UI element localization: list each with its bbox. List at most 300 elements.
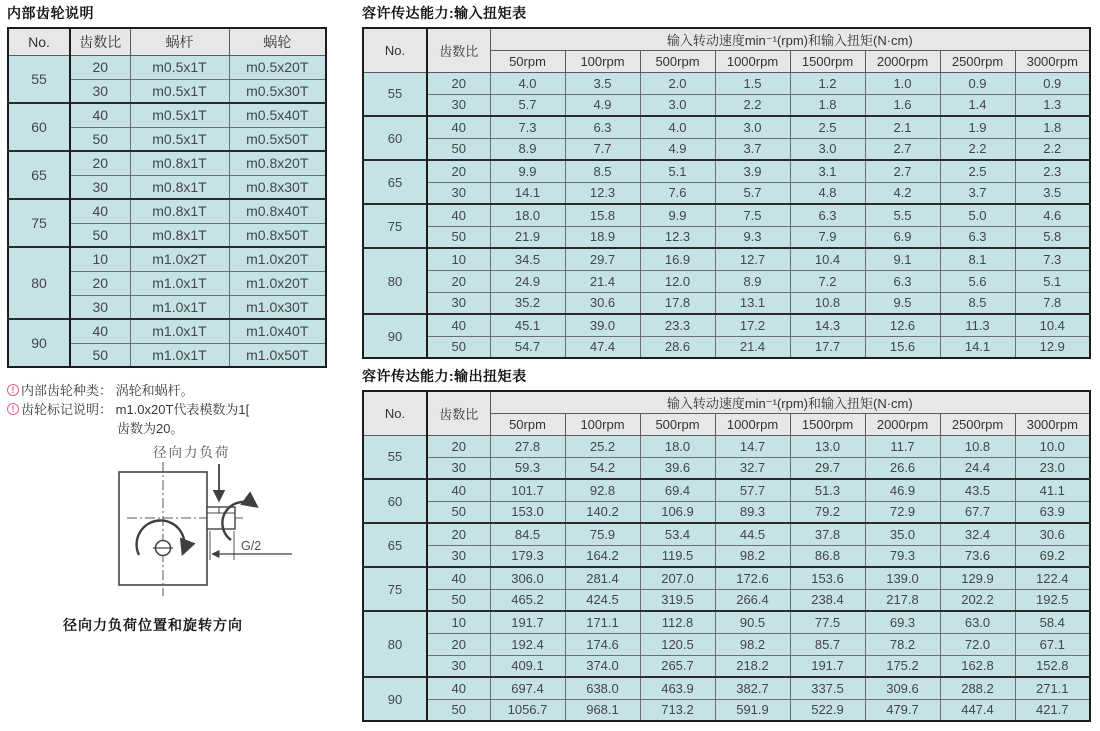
value-cell: m0.5x20T [229, 55, 326, 79]
table-row [363, 655, 1090, 677]
torque-tables-panel [362, 3, 1094, 722]
value-cell: 18.9 [565, 226, 640, 248]
value-cell: 8.9 [715, 270, 790, 292]
note-marking-text: 齿轮标记说明： m1.0x20T代表模数为1[ [21, 402, 250, 417]
torque-header-row-1 [363, 28, 1090, 50]
value-cell: 1.4 [940, 94, 1015, 116]
table-row [8, 319, 326, 343]
no-cell: 65 [363, 160, 427, 204]
no-cell: 80 [8, 247, 70, 319]
value-cell: 968.1 [565, 699, 640, 721]
value-cell: 35.0 [865, 523, 940, 545]
value-cell: 1056.7 [490, 699, 565, 721]
value-cell: 174.6 [565, 633, 640, 655]
value-cell: 37.8 [790, 523, 865, 545]
value-cell: 12.3 [565, 182, 640, 204]
table-row [363, 567, 1090, 589]
value-cell: 6.3 [940, 226, 1015, 248]
table-row [363, 457, 1090, 479]
rpm-column-header: 500rpm [640, 50, 715, 72]
value-cell: 3.7 [715, 138, 790, 160]
value-cell: 54.2 [565, 457, 640, 479]
value-cell: 14.1 [490, 182, 565, 204]
ratio-cell: 50 [70, 127, 130, 151]
value-cell: 697.4 [490, 677, 565, 699]
value-cell: 9.9 [640, 204, 715, 226]
value-cell: 39.0 [565, 314, 640, 336]
value-cell: 465.2 [490, 589, 565, 611]
rpm-column-header: 2500rpm [940, 50, 1015, 72]
value-cell: 3.0 [640, 94, 715, 116]
value-cell: 14.7 [715, 435, 790, 457]
value-cell: 288.2 [940, 677, 1015, 699]
table-row [363, 699, 1090, 721]
value-cell: 7.6 [640, 182, 715, 204]
value-cell: 11.7 [865, 435, 940, 457]
input-torque-table-body [363, 72, 1090, 358]
rpm-column-header: 3000rpm [1015, 413, 1090, 435]
value-cell: 1.3 [1015, 94, 1090, 116]
rpm-column-header: 2500rpm [940, 413, 1015, 435]
value-cell: m1.0x1T [130, 319, 229, 343]
value-cell: 112.8 [640, 611, 715, 633]
value-cell: m1.0x1T [130, 295, 229, 319]
table-row [363, 160, 1090, 182]
value-cell: 171.1 [565, 611, 640, 633]
no-cell: 60 [363, 116, 427, 160]
value-cell: 218.2 [715, 655, 790, 677]
table-row [363, 204, 1090, 226]
ratio-cell: 40 [427, 314, 490, 336]
ratio-cell: 20 [70, 55, 130, 79]
no-cell: 55 [363, 435, 427, 479]
value-cell: 4.2 [865, 182, 940, 204]
value-cell: 21.4 [565, 270, 640, 292]
value-cell: 75.9 [565, 523, 640, 545]
value-cell: 92.8 [565, 479, 640, 501]
ratio-cell: 30 [427, 655, 490, 677]
value-cell: 2.2 [1015, 138, 1090, 160]
value-cell: m1.0x1T [130, 343, 229, 367]
ratio-cell: 40 [427, 479, 490, 501]
value-cell: 5.0 [940, 204, 1015, 226]
value-cell: 172.6 [715, 567, 790, 589]
value-cell: 11.3 [940, 314, 1015, 336]
radial-load-diagram [47, 444, 337, 635]
ratio-cell: 30 [427, 545, 490, 567]
value-cell: 162.8 [940, 655, 1015, 677]
value-cell: 53.4 [640, 523, 715, 545]
table-row [8, 199, 326, 223]
value-cell: 3.1 [790, 160, 865, 182]
value-cell: m0.5x40T [229, 103, 326, 127]
value-cell: m0.8x50T [229, 223, 326, 247]
value-cell: 191.7 [790, 655, 865, 677]
value-cell: 106.9 [640, 501, 715, 523]
value-cell: 18.0 [640, 435, 715, 457]
value-cell: 1.2 [790, 72, 865, 94]
no-cell: 55 [8, 55, 70, 103]
torque-span-header: 输入转动速度min⁻¹(rpm)和输入扭矩(N·cm) [490, 28, 1090, 50]
value-cell: 69.4 [640, 479, 715, 501]
ratio-cell: 30 [70, 79, 130, 103]
value-cell: 73.6 [940, 545, 1015, 567]
value-cell: 1.6 [865, 94, 940, 116]
value-cell: 522.9 [790, 699, 865, 721]
value-cell: 0.9 [940, 72, 1015, 94]
value-cell: 421.7 [1015, 699, 1090, 721]
value-cell: 89.3 [715, 501, 790, 523]
output-shaft [207, 507, 235, 529]
table-row [363, 677, 1090, 699]
value-cell: 78.2 [865, 633, 940, 655]
value-cell: 6.3 [565, 116, 640, 138]
value-cell: 51.3 [790, 479, 865, 501]
value-cell: m0.5x50T [229, 127, 326, 151]
value-cell: 191.7 [490, 611, 565, 633]
value-cell: 30.6 [565, 292, 640, 314]
value-cell: 192.4 [490, 633, 565, 655]
value-cell: 337.5 [790, 677, 865, 699]
value-cell: 309.6 [865, 677, 940, 699]
value-cell: 57.7 [715, 479, 790, 501]
value-cell: 21.4 [715, 336, 790, 358]
value-cell: 6.9 [865, 226, 940, 248]
ratio-cell: 40 [427, 204, 490, 226]
value-cell: 98.2 [715, 633, 790, 655]
table-row [363, 138, 1090, 160]
dim-label-text: G/2 [241, 539, 262, 553]
value-cell: m0.5x1T [130, 103, 229, 127]
rpm-column-header: 500rpm [640, 413, 715, 435]
value-cell: 10.8 [790, 292, 865, 314]
rpm-column-header: 2000rpm [865, 413, 940, 435]
value-cell: 271.1 [1015, 677, 1090, 699]
value-cell: 58.4 [1015, 611, 1090, 633]
value-cell: 3.0 [715, 116, 790, 138]
value-cell: 152.8 [1015, 655, 1090, 677]
ratio-cell: 30 [427, 292, 490, 314]
value-cell: 281.4 [565, 567, 640, 589]
value-cell: 63.0 [940, 611, 1015, 633]
ratio-cell: 40 [427, 677, 490, 699]
value-cell: 10.0 [1015, 435, 1090, 457]
value-cell: 713.2 [640, 699, 715, 721]
value-cell: 39.6 [640, 457, 715, 479]
table-row [8, 103, 326, 127]
value-cell: 7.5 [715, 204, 790, 226]
value-cell: 5.8 [1015, 226, 1090, 248]
value-cell: 164.2 [565, 545, 640, 567]
gear-col-wheel: 蜗轮 [229, 28, 326, 55]
torque-span-header: 输入转动速度min⁻¹(rpm)和输入扭矩(N·cm) [490, 391, 1090, 413]
value-cell: 122.4 [1015, 567, 1090, 589]
gear-table-title: 内部齿轮说明 [7, 5, 94, 21]
ratio-cell: 10 [70, 247, 130, 271]
rpm-column-header: 1500rpm [790, 50, 865, 72]
value-cell: 129.9 [940, 567, 1015, 589]
no-cell: 75 [8, 199, 70, 247]
value-cell: 424.5 [565, 589, 640, 611]
value-cell: 12.7 [715, 248, 790, 270]
table-row [363, 72, 1090, 94]
value-cell: 3.0 [790, 138, 865, 160]
rpm-column-header: 1000rpm [715, 413, 790, 435]
value-cell: 479.7 [865, 699, 940, 721]
value-cell: 2.5 [940, 160, 1015, 182]
value-cell: 23.3 [640, 314, 715, 336]
value-cell: 2.2 [940, 138, 1015, 160]
table-row [363, 182, 1090, 204]
value-cell: 26.6 [865, 457, 940, 479]
notes [7, 381, 337, 438]
value-cell: 9.1 [865, 248, 940, 270]
value-cell: m0.5x1T [130, 79, 229, 103]
value-cell: 85.7 [790, 633, 865, 655]
no-cell: 65 [8, 151, 70, 199]
input-torque-table [362, 27, 1091, 359]
value-cell: 2.7 [865, 138, 940, 160]
ratio-cell: 30 [427, 94, 490, 116]
value-cell: 67.1 [1015, 633, 1090, 655]
value-cell: 79.2 [790, 501, 865, 523]
gear-table-header-row [8, 28, 326, 55]
value-cell: 32.7 [715, 457, 790, 479]
torque-col-no: No. [363, 28, 427, 72]
ratio-cell: 20 [427, 633, 490, 655]
value-cell: 1.0 [865, 72, 940, 94]
value-cell: 2.3 [1015, 160, 1090, 182]
value-cell: 25.2 [565, 435, 640, 457]
table-row [363, 270, 1090, 292]
value-cell: 4.8 [790, 182, 865, 204]
value-cell: 45.1 [490, 314, 565, 336]
value-cell: 140.2 [565, 501, 640, 523]
table-row [8, 247, 326, 271]
value-cell: 17.2 [715, 314, 790, 336]
table-row [363, 248, 1090, 270]
value-cell: 1.5 [715, 72, 790, 94]
ratio-cell: 50 [70, 223, 130, 247]
value-cell: 54.7 [490, 336, 565, 358]
table-row [8, 55, 326, 79]
value-cell: 12.3 [640, 226, 715, 248]
value-cell: 21.9 [490, 226, 565, 248]
ratio-cell: 50 [427, 226, 490, 248]
ratio-cell: 50 [427, 336, 490, 358]
rpm-column-header: 1500rpm [790, 413, 865, 435]
ratio-cell: 50 [427, 589, 490, 611]
value-cell: m0.5x1T [130, 55, 229, 79]
table-row [363, 479, 1090, 501]
gear-col-no: No. [8, 28, 70, 55]
value-cell: 67.7 [940, 501, 1015, 523]
note-marking-explanation [7, 400, 337, 419]
diagram-caption: 径向力负荷位置和旋转方向 [63, 617, 243, 633]
value-cell: 43.5 [940, 479, 1015, 501]
value-cell: 24.4 [940, 457, 1015, 479]
table-row [363, 523, 1090, 545]
value-cell: 5.1 [1015, 270, 1090, 292]
table-row [363, 336, 1090, 358]
value-cell: 41.1 [1015, 479, 1090, 501]
gear-description-panel [7, 3, 337, 635]
no-cell: 75 [363, 567, 427, 611]
value-cell: 29.7 [565, 248, 640, 270]
rpm-column-header: 100rpm [565, 50, 640, 72]
output-torque-table [362, 390, 1091, 722]
ratio-cell: 40 [70, 319, 130, 343]
value-cell: 9.9 [490, 160, 565, 182]
value-cell: m1.0x20T [229, 247, 326, 271]
value-cell: 8.1 [940, 248, 1015, 270]
no-cell: 55 [363, 72, 427, 116]
value-cell: 98.2 [715, 545, 790, 567]
value-cell: 86.8 [790, 545, 865, 567]
ratio-cell: 30 [427, 182, 490, 204]
table-row [363, 589, 1090, 611]
note-gear-types [7, 381, 337, 400]
value-cell: 2.5 [790, 116, 865, 138]
no-cell: 90 [8, 319, 70, 367]
value-cell: 90.5 [715, 611, 790, 633]
ratio-cell: 20 [427, 435, 490, 457]
torque-col-ratio: 齿数比 [427, 391, 490, 435]
value-cell: m0.8x20T [229, 151, 326, 175]
value-cell: 638.0 [565, 677, 640, 699]
value-cell: 24.9 [490, 270, 565, 292]
value-cell: 4.0 [490, 72, 565, 94]
value-cell: 16.9 [640, 248, 715, 270]
ratio-cell: 40 [427, 567, 490, 589]
value-cell: 265.7 [640, 655, 715, 677]
ratio-cell: 50 [427, 138, 490, 160]
value-cell: 46.9 [865, 479, 940, 501]
table-row [8, 151, 326, 175]
value-cell: m0.8x1T [130, 151, 229, 175]
no-cell: 75 [363, 204, 427, 248]
value-cell: 47.4 [565, 336, 640, 358]
value-cell: 69.2 [1015, 545, 1090, 567]
value-cell: 4.0 [640, 116, 715, 138]
value-cell: 13.1 [715, 292, 790, 314]
value-cell: 7.8 [1015, 292, 1090, 314]
internal-gear-table [7, 27, 327, 368]
value-cell: 3.9 [715, 160, 790, 182]
ratio-cell: 20 [427, 160, 490, 182]
table-row [363, 633, 1090, 655]
value-cell: 1.8 [1015, 116, 1090, 138]
table-row [363, 292, 1090, 314]
value-cell: 12.9 [1015, 336, 1090, 358]
value-cell: 266.4 [715, 589, 790, 611]
output-torque-table-body [363, 435, 1090, 721]
no-cell: 60 [8, 103, 70, 151]
value-cell: 23.0 [1015, 457, 1090, 479]
value-cell: 13.0 [790, 435, 865, 457]
value-cell: 84.5 [490, 523, 565, 545]
value-cell: 382.7 [715, 677, 790, 699]
value-cell: 374.0 [565, 655, 640, 677]
value-cell: m0.8x40T [229, 199, 326, 223]
value-cell: 63.9 [1015, 501, 1090, 523]
value-cell: 7.2 [790, 270, 865, 292]
value-cell: 5.6 [940, 270, 1015, 292]
no-cell: 80 [363, 248, 427, 314]
value-cell: 30.6 [1015, 523, 1090, 545]
ratio-cell: 10 [427, 248, 490, 270]
value-cell: m1.0x30T [229, 295, 326, 319]
gear-col-ratio: 齿数比 [70, 28, 130, 55]
value-cell: 5.7 [715, 182, 790, 204]
value-cell: 17.8 [640, 292, 715, 314]
ratio-cell: 40 [427, 116, 490, 138]
table-row [363, 94, 1090, 116]
ratio-cell: 20 [427, 72, 490, 94]
value-cell: 101.7 [490, 479, 565, 501]
value-cell: 192.5 [1015, 589, 1090, 611]
value-cell: 10.4 [1015, 314, 1090, 336]
rpm-column-header: 2000rpm [865, 50, 940, 72]
value-cell: 8.9 [490, 138, 565, 160]
value-cell: 153.0 [490, 501, 565, 523]
value-cell: 10.4 [790, 248, 865, 270]
value-cell: 10.8 [940, 435, 1015, 457]
value-cell: 3.5 [1015, 182, 1090, 204]
value-cell: 591.9 [715, 699, 790, 721]
value-cell: 79.3 [865, 545, 940, 567]
ratio-cell: 50 [427, 501, 490, 523]
value-cell: 9.5 [865, 292, 940, 314]
ratio-cell: 30 [427, 457, 490, 479]
value-cell: 12.6 [865, 314, 940, 336]
value-cell: 1.9 [940, 116, 1015, 138]
value-cell: 2.1 [865, 116, 940, 138]
ratio-cell: 20 [70, 271, 130, 295]
rpm-column-header: 3000rpm [1015, 50, 1090, 72]
no-cell: 65 [363, 523, 427, 567]
rpm-column-header: 100rpm [565, 413, 640, 435]
ratio-cell: 50 [70, 343, 130, 367]
ratio-cell: 40 [70, 103, 130, 127]
value-cell: 4.9 [565, 94, 640, 116]
value-cell: 15.6 [865, 336, 940, 358]
value-cell: 7.3 [490, 116, 565, 138]
value-cell: 447.4 [940, 699, 1015, 721]
value-cell: m1.0x50T [229, 343, 326, 367]
value-cell: 217.8 [865, 589, 940, 611]
value-cell: 306.0 [490, 567, 565, 589]
rpm-column-header: 1000rpm [715, 50, 790, 72]
note-exclamation-icon: ! [7, 384, 19, 396]
load-label-text: 径向力负荷 [153, 445, 231, 460]
gear-col-worm: 蜗杆 [130, 28, 229, 55]
value-cell: 7.7 [565, 138, 640, 160]
value-cell: m1.0x20T [229, 271, 326, 295]
value-cell: 238.4 [790, 589, 865, 611]
value-cell: 32.4 [940, 523, 1015, 545]
value-cell: m1.0x40T [229, 319, 326, 343]
table-row [363, 611, 1090, 633]
ratio-cell: 30 [70, 295, 130, 319]
ratio-cell: 30 [70, 175, 130, 199]
value-cell: 14.3 [790, 314, 865, 336]
value-cell: 139.0 [865, 567, 940, 589]
value-cell: 44.5 [715, 523, 790, 545]
value-cell: 18.0 [490, 204, 565, 226]
value-cell: 4.9 [640, 138, 715, 160]
value-cell: 153.6 [790, 567, 865, 589]
